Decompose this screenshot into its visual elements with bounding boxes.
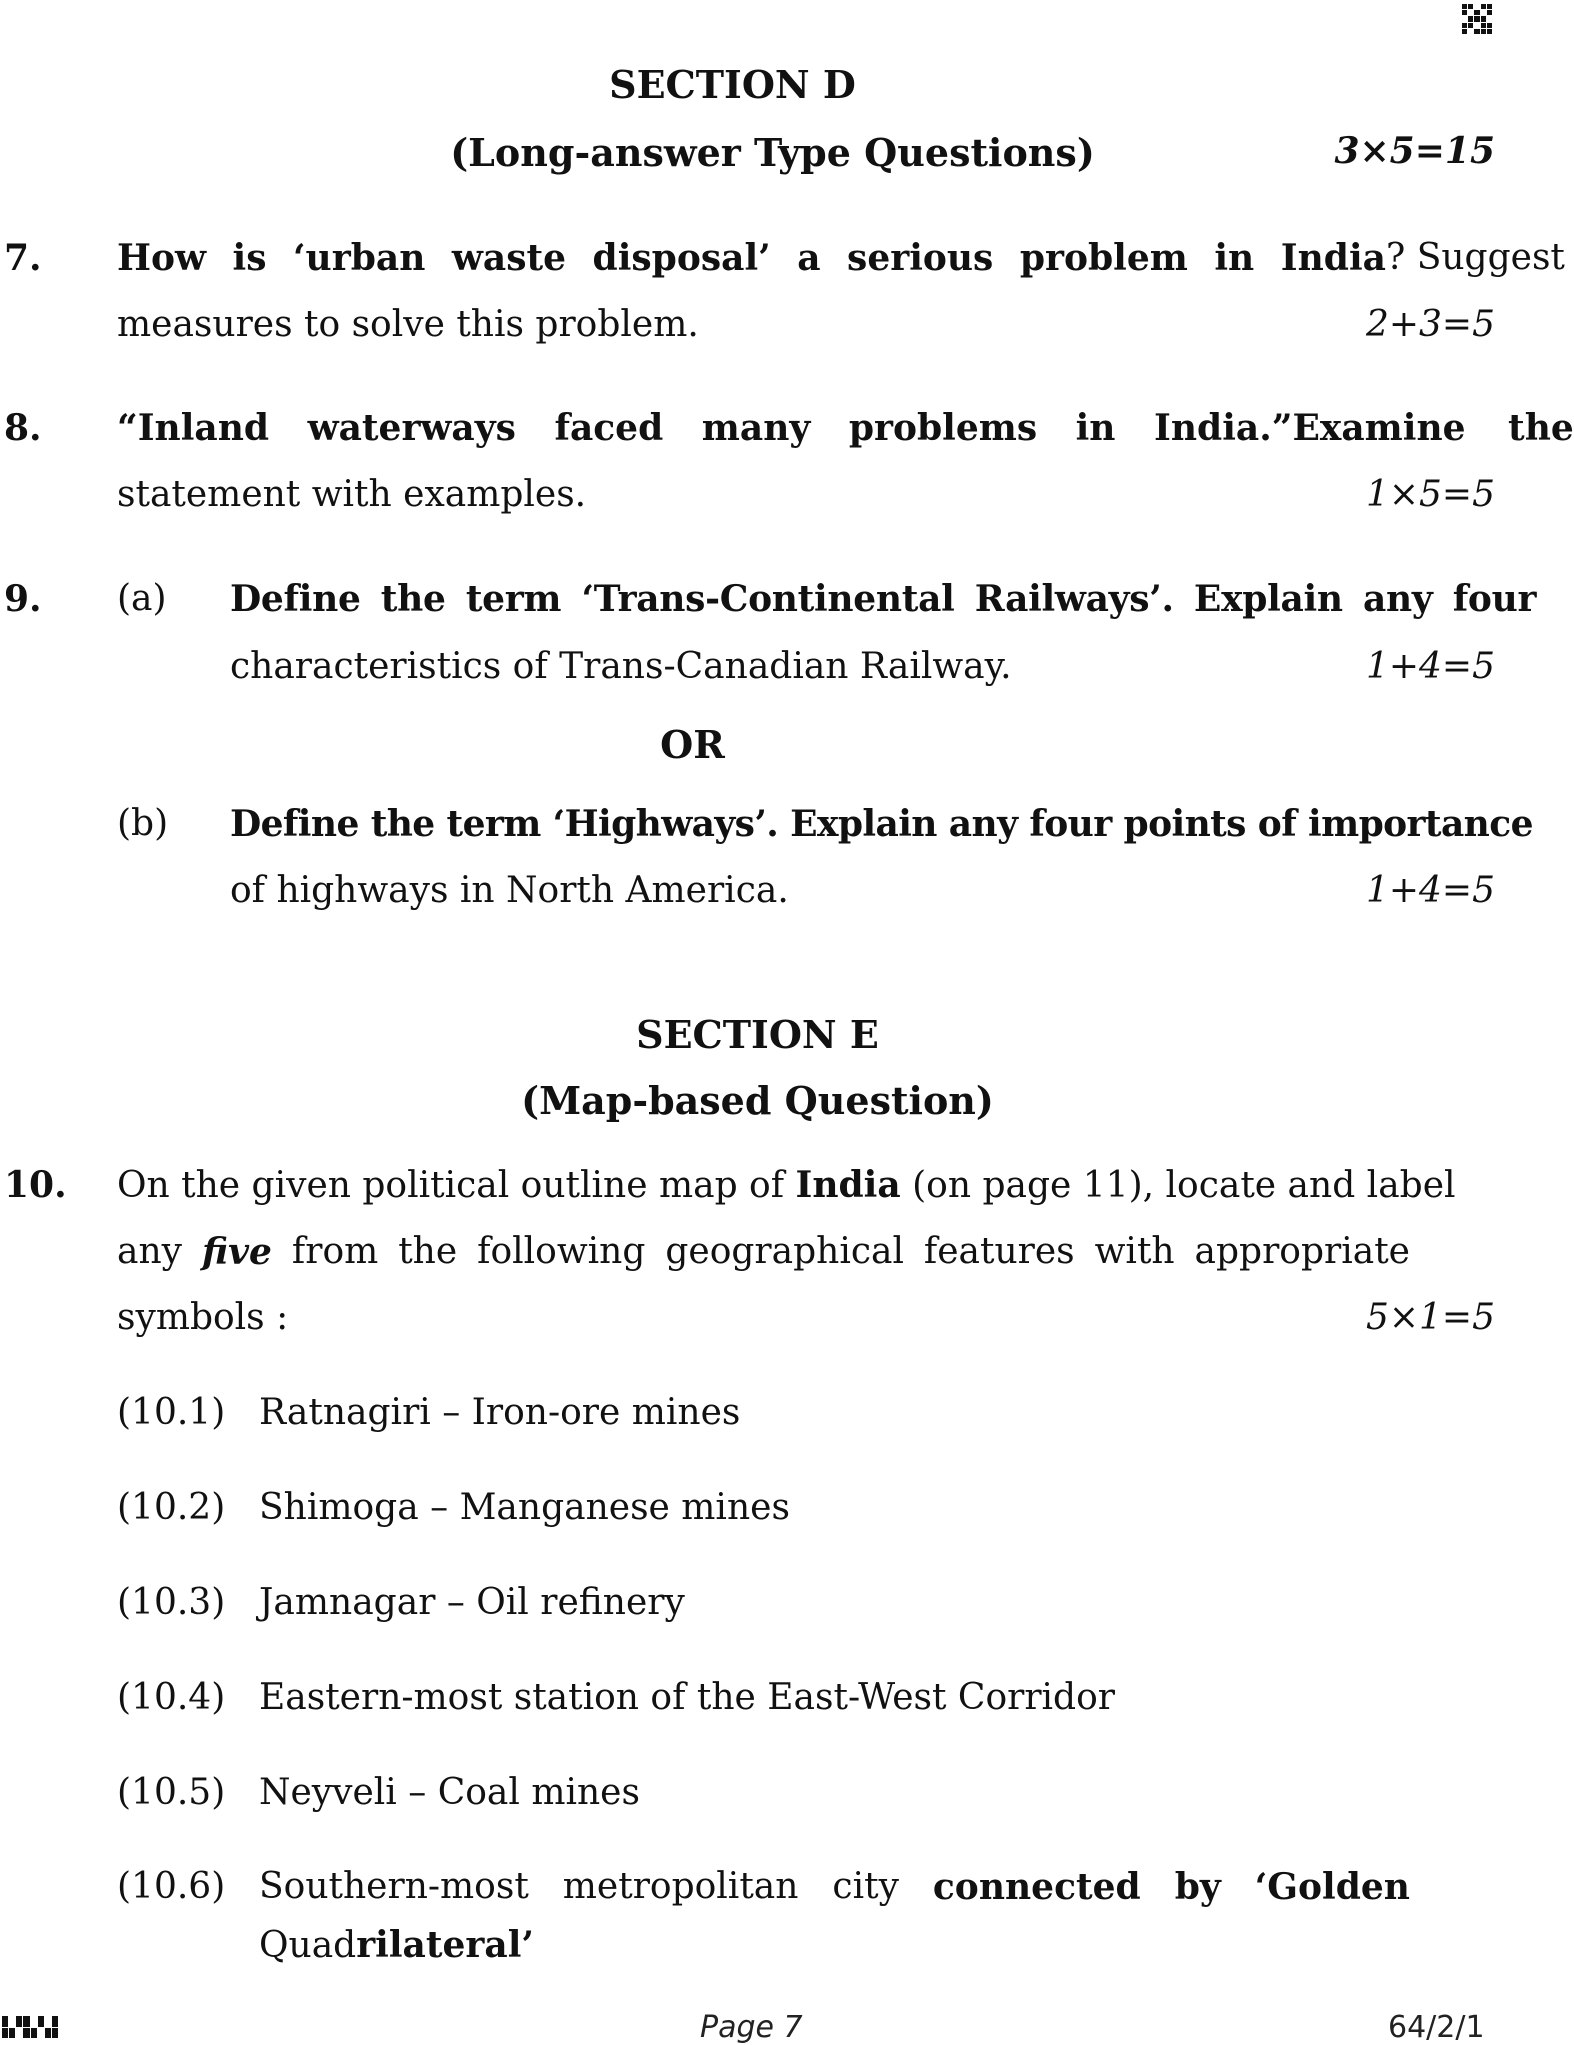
list-item-text-line2 (259, 1924, 534, 1966)
question-text-part1: On the given political outline map of (117, 1165, 796, 1206)
question-text (117, 1164, 1456, 1206)
option-b-marks: 1+4=5 (1365, 870, 1495, 911)
qr-code-icon (2, 2016, 58, 2038)
option-label-b: (b) (117, 803, 169, 844)
option-a-text: Define the term ‘Trans-Continental Railways’. Explain any four (230, 578, 1537, 620)
word: any (117, 1231, 182, 1272)
list-item (117, 1772, 225, 1813)
option-a-text-line2: characteristics of Trans-Canadian Railway. (230, 646, 1012, 687)
list-item-label: (10.3) (117, 1582, 226, 1623)
question-text-line3: symbols : (117, 1297, 289, 1338)
paper-code: 64/2/1 (1388, 2010, 1485, 2045)
word: geographical (665, 1231, 904, 1272)
list-item-text: Eastern-most station of the East-West Corridor (259, 1677, 1115, 1718)
option-label-a: (a) (117, 578, 167, 619)
word: following (477, 1231, 646, 1272)
page-number: Page 7 (700, 2010, 803, 2045)
question-text-bold: India (795, 1164, 901, 1206)
question-number: 9. (4, 578, 42, 620)
list-item (117, 1582, 225, 1623)
question-text-line2: measures to solve this problem. (117, 304, 699, 345)
word-emphasis: five (201, 1231, 272, 1273)
or-separator: OR (660, 722, 725, 767)
section-d-subtitle: (Long-answer Type Questions) (450, 130, 1095, 175)
list-item-text (259, 1866, 1410, 1908)
question-number: 7. (4, 237, 42, 279)
question-text-line2: statement with examples. (117, 474, 587, 515)
word-bold: by (1174, 1866, 1221, 1908)
question-number: 10. (4, 1164, 67, 1206)
list-item-text: Neyveli – Coal mines (259, 1772, 640, 1813)
word: features (923, 1231, 1075, 1272)
qr-code-icon (1462, 4, 1492, 34)
question-number: 8. (4, 407, 42, 449)
question-text (117, 407, 1574, 449)
list-item (117, 1677, 225, 1718)
word: appropriate (1194, 1231, 1410, 1272)
word: Southern-most (259, 1866, 529, 1907)
question-text-rest: Examine the (1292, 407, 1574, 449)
question-text-bold: How is ‘urban waste disposal’ a serious problem in India (117, 237, 1386, 279)
list-item (117, 1392, 225, 1433)
section-e-title: SECTION E (636, 1012, 879, 1057)
list-item-label: (10.1) (117, 1392, 226, 1433)
word-bold: ‘Golden (1254, 1866, 1410, 1908)
word-part: Quad (259, 1925, 357, 1966)
section-d-title: SECTION D (609, 62, 856, 107)
question-text-line2 (117, 1231, 1410, 1273)
list-item-text: Shimoga – Manganese mines (259, 1487, 790, 1528)
word-bold: connected (932, 1866, 1141, 1908)
question-text-bold: “Inland waterways faced many problems in India.” (117, 407, 1293, 449)
question-text (117, 237, 1565, 279)
option-b-text-line2: of highways in North America. (230, 870, 789, 911)
question-marks: 2+3=5 (1365, 304, 1495, 345)
list-item-label: (10.4) (117, 1677, 226, 1718)
list-item-text: Jamnagar – Oil refinery (259, 1582, 685, 1623)
list-item-label: (10.2) (117, 1487, 226, 1528)
option-a-marks: 1+4=5 (1365, 646, 1495, 687)
list-item-text: Ratnagiri – Iron-ore mines (259, 1392, 741, 1433)
word: the (398, 1231, 458, 1272)
word: metropolitan (562, 1866, 799, 1907)
list-item (117, 1487, 225, 1528)
question-marks: 5×1=5 (1365, 1297, 1495, 1338)
question-text-rest: ? Suggest (1385, 237, 1565, 278)
word: city (832, 1866, 899, 1907)
question-text-part2: (on page 11), locate and label (900, 1165, 1456, 1206)
word-part-bold: rilateral’ (356, 1924, 534, 1966)
question-marks: 1×5=5 (1365, 474, 1495, 515)
section-d-marks: 3×5=15 (1334, 130, 1495, 172)
section-e-subtitle: (Map-based Question) (521, 1078, 994, 1123)
list-item-label: (10.5) (117, 1772, 226, 1813)
word: from (291, 1231, 379, 1272)
list-item (117, 1866, 225, 1907)
option-b-text: Define the term ‘Highways’. Explain any four points of importance (230, 803, 1533, 845)
word: with (1094, 1231, 1175, 1272)
list-item-label: (10.6) (117, 1866, 226, 1907)
